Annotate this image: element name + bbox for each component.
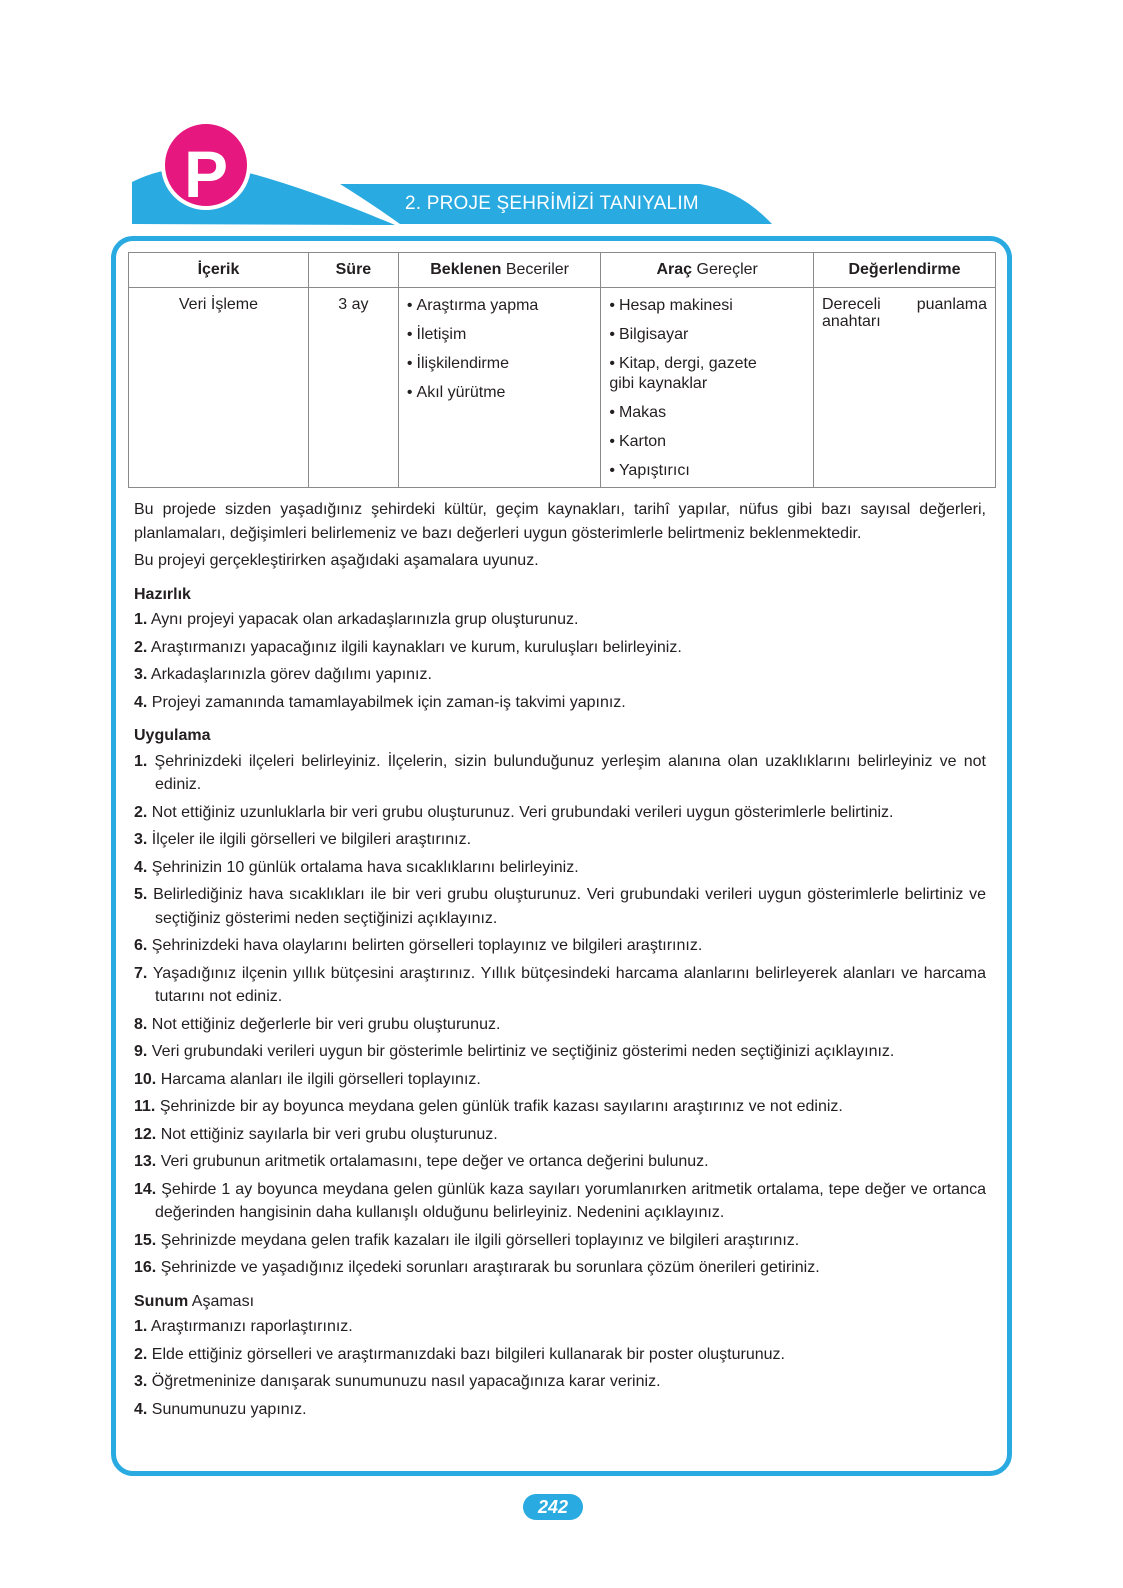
list-item: 6. Şehrinizdeki hava olaylarını belirten görselleri toplayınız ve bilgileri araştırınız. [134,937,703,954]
tool-item: • Karton [609,432,805,452]
project-badge-letter: P [183,137,229,211]
intro-paragraph: Bu projeyi gerçekleştirirken aşağıdaki aşamalara uyunuz. [134,552,539,569]
list-item: 3. Arkadaşlarınızla görev dağılımı yapınız. [134,666,432,683]
list-item: 1. Şehrinizdeki ilçeleri belirleyiniz. İlçelerin, sizin bulunduğunuz yerleşim alanına olan uzaklıklarını belirleyiniz ve not ediniz. [134,752,986,793]
list-item: 1. Aynı projeyi yapacak olan arkadaşlarınızla grup oluşturunuz. [134,611,579,628]
section-title-uygulama: Uygulama [134,727,211,744]
list-item: 5. Belirlediğiniz hava sıcaklıkları ile bir veri grubu oluşturunuz. Veri grubundaki verileri uygun gösterimlerle belirtiniz ve seçtiğiniz gösterimi neden seçtiğinizi açıklayınız. [134,886,986,927]
list-item: 13. Veri grubunun aritmetik ortalamasını, tepe değer ve ortanca değerini bulunuz. [134,1153,709,1170]
list-item: 10. Harcama alanları ile ilgili görselleri toplayınız. [134,1070,481,1088]
uygulama-list [134,750,986,1280]
header-tools: Araç Gereçler [601,253,814,288]
section-title-hazirlik: Hazırlık [134,585,191,603]
project-title: 2. PROJE ŞEHRİMİZİ TANIYALIM [405,193,699,214]
header-duration: Süre [308,253,398,288]
list-item: 2. Not ettiğiniz uzunluklarla bir veri grubu oluşturunuz. Veri grubundaki verileri uygun gösterimlerle belirtiniz. [134,803,894,821]
list-item: 4. Sunumunuzu yapınız. [134,1400,307,1418]
tool-item: • Kitap, dergi, gazete gibi kaynaklar [609,354,779,394]
header-skills: Beklenen Beceriler [398,253,600,288]
tool-item: • Makas [609,403,805,423]
list-item: 15. Şehrinizde meydana gelen trafik kazaları ile ilgili görselleri toplayınız ve bilgileri araştırınız. [134,1231,800,1249]
list-item: 8. Not ettiğiniz değerlerle bir veri grubu oluşturunuz. [134,1015,501,1033]
cell-content: Veri İşleme [129,288,309,488]
tool-item: • Hesap makinesi [609,296,805,316]
list-item: 14. Şehirde 1 ay boyunca meydana gelen günlük kaza sayıları yorumlanırken aritmetik ortalama, tepe değer ve ortanca değerinden hangisinin daha kullanışlı olduğunu belirleyiniz. Nedenini açıklayınız. [134,1180,986,1221]
list-item: 9. Veri grubundaki verileri uygun bir gösterimle belirtiniz ve seçtiğiniz gösterimi neden seçtiğinizi açıklayınız. [134,1043,895,1060]
list-item: 2. Araştırmanızı yapacağınız ilgili kaynakları ve kurum, kuruluşları belirleyiniz. [134,638,682,656]
header-content: İçerik [129,253,309,288]
page-number: 242 [537,1497,569,1517]
tool-item: • Yapıştırıcı [609,461,805,481]
list-item: 7. Yaşadığınız ilçenin yıllık bütçesini araştırınız. Yıllık bütçesindeki harcama alanlarını belirleyerek alanları ve harcama tutarını not ediniz. [134,964,987,1005]
skill-item: • Araştırma yapma [407,296,592,316]
skill-item: • İletişim [407,325,592,345]
list-item: 11. Şehrinizde bir ay boyunca meydana gelen günlük trafik kazası sayılarını araştırınız ve not ediniz. [134,1098,843,1115]
list-item: 12. Not ettiğiniz sayılarla bir veri grubu oluşturunuz. [134,1125,498,1143]
cell-skills [398,288,600,488]
cell-tools [601,288,814,488]
list-item: 1. Araştırmanızı raporlaştırınız. [134,1318,353,1335]
instructions-body [134,498,986,1425]
sunum-list [134,1315,986,1421]
skill-item: • İlişkilendirme [407,354,592,374]
cell-evaluation: Dereceli puanlama anahtarı [813,288,995,488]
tool-item: • Bilgisayar [609,325,805,345]
list-item: 16. Şehrinizde ve yaşadığınız ilçedeki sorunları araştırarak bu sorunlara çözüm önerileri getiriniz. [134,1259,820,1276]
intro-paragraph: Bu projede sizden yaşadığınız şehirdeki kültür, geçim kaynakları, tarihî yapılar, nüfus gibi bazı sayısal değerleri, planlamaları, değişimleri belirlemeniz ve bazı değerleri uygun gösterimlerle belirtmeniz beklenmektedir. [134,501,986,542]
table-row [129,288,996,488]
cell-duration: 3 ay [308,288,398,488]
list-item: 2. Elde ettiğiniz görselleri ve araştırmanızdaki bazı bilgileri kullanarak bir poster oluşturunuz. [134,1345,785,1363]
list-item: 4. Şehrinizin 10 günlük ortalama hava sıcaklıklarını belirleyiniz. [134,858,579,876]
hazirlik-list [134,608,986,714]
list-item: 3. Öğretmeninize danışarak sunumunuzu nasıl yapacağınıza karar veriniz. [134,1373,661,1390]
project-plan-table [128,252,996,488]
list-item: 3. İlçeler ile ilgili görselleri ve bilgileri araştırınız. [134,831,472,848]
section-title-sunum: Sunum Aşaması [134,1292,255,1310]
table-header-row [129,253,996,288]
list-item: 4. Projeyi zamanında tamamlayabilmek için zaman-iş takvimi yapınız. [134,693,626,711]
page-number-badge [523,1494,583,1520]
header-evaluation: Değerlendirme [813,253,995,288]
skill-item: • Akıl yürütme [407,383,592,403]
